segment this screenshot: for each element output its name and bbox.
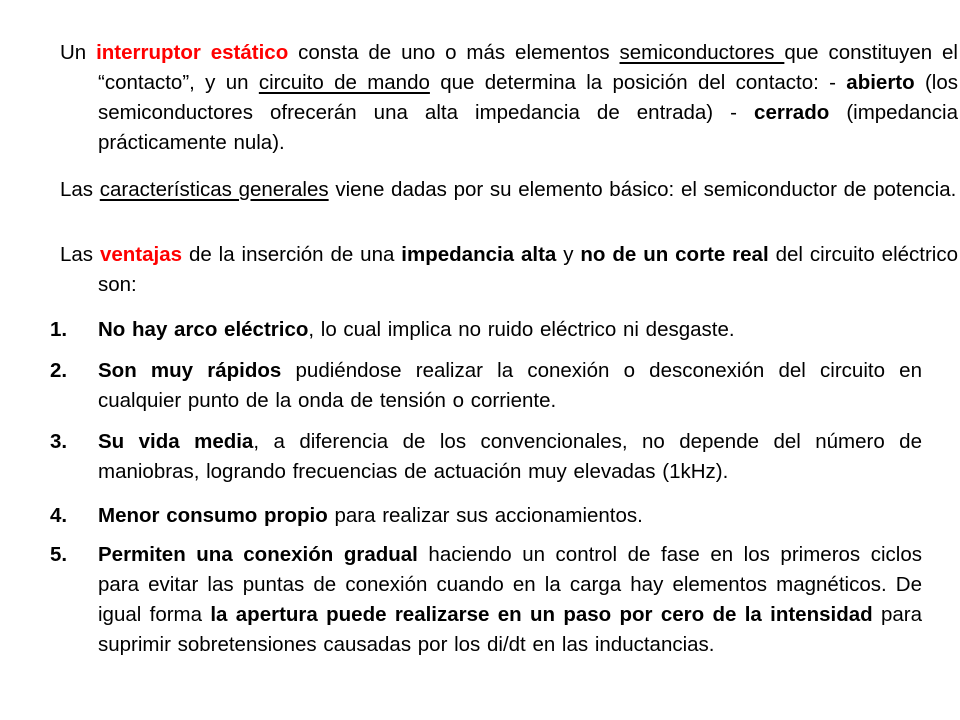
list-item [98,427,922,487]
term-cerrado: cerrado [754,101,830,124]
text: viene dadas por su elemento básico: el semiconductor de potencia. [328,178,957,201]
list-item [98,315,922,345]
list-item [98,356,922,416]
list-item [98,540,922,660]
text: que determina la posición del contacto: - [429,71,847,94]
text: de la inserción de una [182,243,402,266]
item-text: para suprimir sobretensiones causadas por los di/dt en las inductancias. [98,603,922,656]
term-no-corte-real: no de un corte real [580,243,769,266]
term-interruptor-estatico: interruptor estático [96,41,289,64]
list-item [98,501,922,531]
item-number: 2. [50,359,68,382]
item-title: No hay arco eléctrico [98,318,309,341]
item-text: haciendo un control de fase en los primeros ciclos para evitar las puntas de conexión cuando en la carga hay elementos magnéticos. De igual forma [98,543,922,626]
text: (los semiconductores ofrecerán una alta impedancia de entrada) - [98,71,959,124]
advantages-paragraph [60,240,958,300]
item-number: 1. [50,318,68,341]
text: Un [60,41,97,64]
item-text: , a diferencia de los convencionales, no depende del número de maniobras, logrando frecuencias de actuación muy elevadas (1kHz). [98,430,922,483]
item-title: Permiten una conexión gradual [98,543,418,566]
text: del circuito eléctrico son: [98,243,959,296]
text: (impedancia prácticamente nula). [98,101,958,154]
item-text: pudiéndose realizar la conexión o desconexión del circuito en cualquier punto de la onda de tensión o corriente. [98,359,922,412]
item-number: 5. [50,543,68,566]
term-abierto: abierto [846,71,915,94]
term-semiconductores: semiconductores [619,41,785,64]
item-title: Son muy rápidos [98,359,282,382]
item-text: , lo cual implica no ruido eléctrico ni desgaste. [308,318,735,341]
term-caracteristicas-generales: características generales [99,178,329,201]
text: consta de uno o más elementos [288,41,620,64]
characteristics-paragraph [60,175,958,205]
intro-paragraph [60,38,958,158]
text: y [556,243,581,266]
item-number: 3. [50,430,68,453]
text: Las [60,178,100,201]
term-ventajas: ventajas [99,243,183,266]
item-title: Menor consumo propio [98,504,328,527]
item-text: para realizar sus accionamientos. [327,504,643,527]
item-number: 4. [50,504,68,527]
term-circuito-de-mando: circuito de mando [258,71,430,94]
item-title: Su vida media [98,430,254,453]
text: que constituyen el “contacto”, y un [98,41,958,94]
item-emphasis: la apertura puede realizarse en un paso por cero de la intensidad [210,603,873,626]
term-impedancia-alta: impedancia alta [401,243,557,266]
text: Las [60,243,100,266]
